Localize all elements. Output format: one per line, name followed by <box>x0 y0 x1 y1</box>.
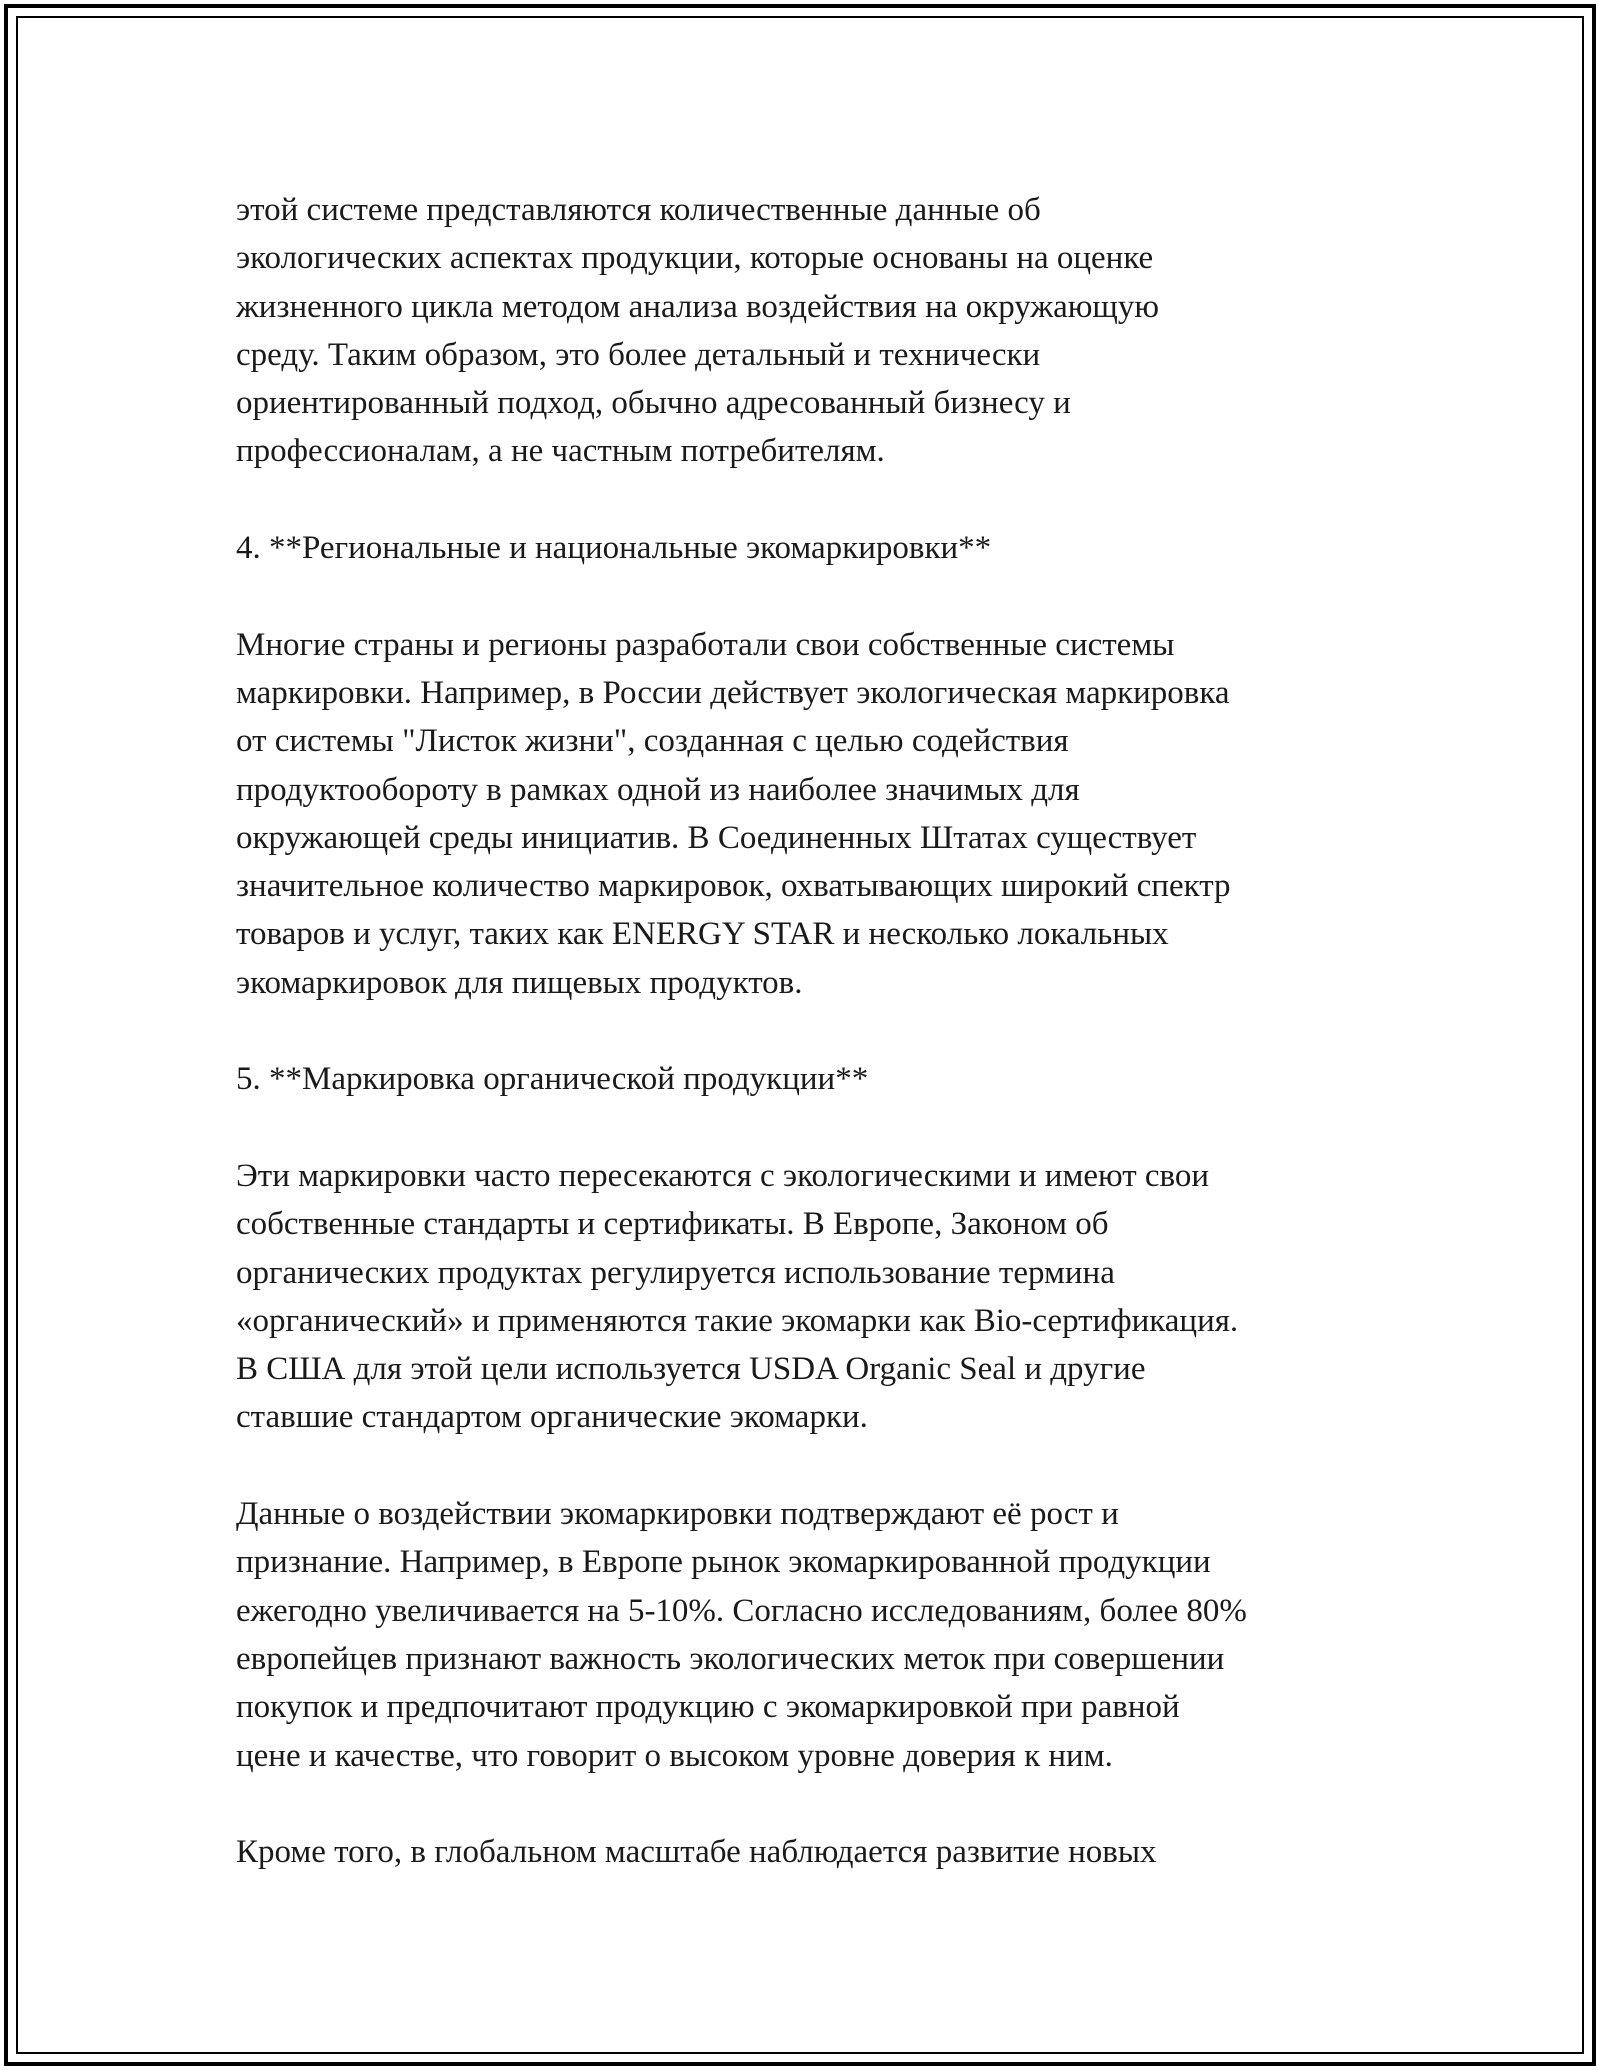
text-line: значительное количество маркировок, охватывающих широкий спектр <box>236 868 1231 905</box>
text-line: Кроме того, в глобальном масштабе наблюдается развитие новых <box>236 1834 1157 1871</box>
text-line: «органический» и применяются такие экомарки как Bio-сертификация. <box>236 1302 1239 1339</box>
text-line: признание. Например, в Европе рынок экомаркированной продукции <box>236 1544 1211 1581</box>
text-line: Многие страны и регионы разработали свои собственные системы <box>236 626 1175 663</box>
text-line: цене и качестве, что говорит о высоком уровне доверия к ним. <box>236 1737 1113 1774</box>
paragraph-global-trends <box>236 1828 1366 1876</box>
text-line: этой системе представляются количественные данные об <box>236 192 1041 228</box>
paragraph-regional-labels <box>236 621 1366 1007</box>
text-line: 5. **Маркировка органической продукции** <box>236 1061 869 1098</box>
text-line: органических продуктах регулируется использование термина <box>236 1254 1115 1291</box>
text-line: окружающей среды инициатив. В Соединенных Штатах существует <box>236 819 1197 856</box>
text-line: В США для этой цели используется USDA Organic Seal и другие <box>236 1351 1146 1388</box>
section-heading-regional <box>236 524 1366 572</box>
text-line: среду. Таким образом, это более детальный и технически <box>236 336 1041 373</box>
text-line: от системы "Листок жизни", созданная с целью содействия <box>236 723 1069 760</box>
text-line: маркировки. Например, в России действует экологическая маркировка <box>236 674 1230 711</box>
text-line: товаров и услуг, таких как ENERGY STAR и несколько локальных <box>236 916 1169 953</box>
text-line: 4. **Региональные и национальные экомаркировки** <box>236 530 992 567</box>
text-line: ежегодно увеличивается на 5-10%. Согласно исследованиям, более 80% <box>236 1592 1247 1629</box>
paragraph-lca-description <box>236 186 1366 476</box>
text-line: ориентированный подход, обычно адресованный бизнесу и <box>236 385 1071 422</box>
text-line: профессионалам, а не частным потребителям. <box>236 433 885 470</box>
text-line: продуктообороту в рамках одной из наиболее значимых для <box>236 771 1080 808</box>
text-line: экологических аспектах продукции, которые основаны на оценке <box>236 240 1154 277</box>
text-line: европейцев признают важность экологических меток при совершении <box>236 1640 1225 1677</box>
paragraph-organic-labels <box>236 1152 1366 1442</box>
text-line: собственные стандарты и сертификаты. В Европе, Законом об <box>236 1206 1109 1243</box>
text-line: ставшие стандартом органические экомарки. <box>236 1399 868 1436</box>
document-body <box>236 186 1366 1925</box>
paragraph-impact-data <box>236 1490 1366 1780</box>
text-line: Данные о воздействии экомаркировки подтверждают её рост и <box>236 1496 1119 1533</box>
text-line: жизненного цикла методом анализа воздействия на окружающую <box>236 288 1159 325</box>
text-line: покупок и предпочитают продукцию с экомаркировкой при равной <box>236 1689 1180 1726</box>
text-line: Эти маркировки часто пересекаются с экологическими и имеют свои <box>236 1157 1210 1194</box>
text-line: экомаркировок для пищевых продуктов. <box>236 964 803 1001</box>
section-heading-organic <box>236 1055 1366 1103</box>
